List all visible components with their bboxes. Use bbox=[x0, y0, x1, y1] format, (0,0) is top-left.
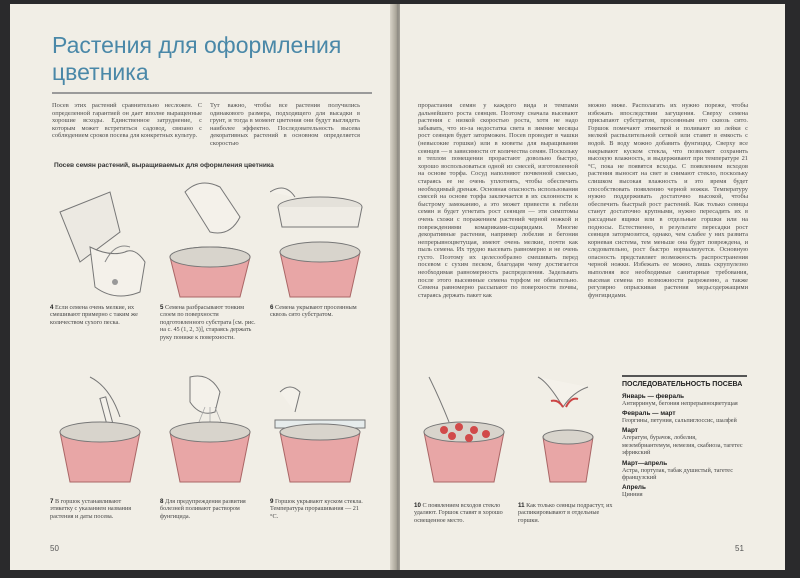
illustration-10-seedlings bbox=[414, 372, 514, 492]
body-column-1: прорастания семян у каждого вида и темпами дальнейшего роста сеянцев. Поэтому сначала высевают растения с низкой скоростью роста, хотя не надо забывать, что из-за недостатка света в зимние месяцы рост сеянцев будет заторможен. Посев проводят в чашки (невысокие горшки) или в кюветы для выращивания сеянцев — в зависимости от количества семян. Поскольку в теплом помещении прорастают довольно быстро, хорошо воспользоваться одной из смесей, изготовленной на основе торфа. Сосуд наполняют почвенной смесью, стараясь ее не очень уплотнять, чтобы обеспечить необходимый дренаж. Основная опасность использования смесей на основе торфа заключается в их склонности к быстрому замоканию, а это может привести к гибели семян и будет угнетать рост сеянцев — эти симптомы очень схожи с поражением растений черной ножкой и повреждениями комариками-сциаридами. Многие декоративные растения, например лобелия и бегония непрерывноцветущая, имеют очень мелкие, почти как пыль семена. Их трудно высевать равномерно и не очень густо. Поэтому их целесообразно смешивать перед посевом с сухим песком, благодаря чему достигается необходимая равномерность распределения. Задельвать после этого высеянные семена торфом не обязательно. Семена равномерно рассыпают по поверхности почвы, стараясь держать пакет как bbox=[418, 102, 578, 299]
sidebar-month: Март—апрель bbox=[622, 459, 668, 467]
left-page bbox=[10, 4, 393, 570]
illustration-6-sieving bbox=[270, 172, 370, 302]
sidebar-plants: Астра, портулак, табак душистый, тагетес французский bbox=[622, 466, 733, 481]
body-column-2: можно ниже. Располагать их нужно пореже, чтобы избежать впоследствии загущения. Сверху семена присыпают субстратом, просеянным его сквозь сито. Горшок помечают этикеткой и поливают из лейки с мелкой распылительной сеткой или ставят в емкость с водой. В воду можно добавить фунгицид. Сверху все накрывают куском стекла, что позволяет сохранить высокую влажность, и выдерживают при температуре 21 °С, пока не появятся всходы. С появлением всходов растения выносят на свет и снимают стекло, поскольку слишком высокая влажность и это время будет способствовать появлению черной ножки. Температуру нужно поддерживать достаточно высокой, чтобы обеспечить быстрый рост растений. Как только сеянцы станут достаточно крупными, нужно пересадить их в рассадные ящики или в отдельные горшки или на подносы. Естественно, в результате пересадки рост сеянцев затормозится, однако, чем слабее у них развита корневая система, тем меньше она будет повреждена, и следовательно, рост быстро нормализуется. Основную опасность представляет возможность распространения черной ножки. Избежать ее можно, лишь скрупулезно выполняя все необходимые санитарные требования, высевая семена по возможности разреженно, а также регулярно опрыскивая растения медьсодержащими фунгицидами. bbox=[588, 102, 748, 299]
caption-9: 9 Горшок укрывают куском стекла. Температура прорашивания — 21 °С. bbox=[270, 498, 363, 520]
section-heading: Посев семян растений, выращиваемых для оформления цветника bbox=[54, 162, 274, 169]
page-number-left: 50 bbox=[50, 544, 59, 553]
illustration-8-watering bbox=[160, 372, 260, 492]
illustration-11-pricking-out bbox=[518, 372, 618, 492]
sidebar-plants: Цинния bbox=[622, 491, 643, 499]
sidebar-month: Апрель bbox=[622, 484, 646, 492]
sidebar-title: ПОСЛЕДОВАТЕЛЬНОСТЬ ПОСЕВА bbox=[622, 381, 743, 388]
caption-10: 10 С появлением всходов стекло удаляют. Горшок ставят в хорошо освещенное место. bbox=[414, 502, 503, 524]
caption-5: 5 Семена разбрасывают тонким слоем по поверхности подготовленного субстрата [см. рис. на с. 45 (1, 2, 3)], стараясь держать руку пониже к поверхности. bbox=[160, 304, 256, 341]
sidebar-month: Февраль — март bbox=[622, 409, 676, 417]
page-title: Растения для оформления цветника bbox=[52, 32, 342, 85]
sidebar-plants: Агератум, бурачок, лобелия, мезембриантемум, немезия, скабиоза, тагетес эфрикский bbox=[622, 434, 743, 457]
sidebar-month: Январь — февраль bbox=[622, 392, 685, 400]
title-rule bbox=[52, 92, 372, 94]
illustration-4-sand-mixing bbox=[50, 172, 150, 302]
illustration-9-glass-cover bbox=[270, 372, 370, 492]
sidebar-plants: Георгины, петуния, сальпиглоссис, шалфей bbox=[622, 416, 737, 424]
intro-column-1: Посев этих растений сравнительно несложен. С определенной гарантией он дает вполне выращенные хорошие всходы. Единственное затруднение, с которым может встретиться садовод, связано с соблюдением сроков посева для конкретных культур. bbox=[52, 102, 202, 140]
sidebar-month: Март bbox=[622, 427, 638, 435]
caption-6: 6 Семена укрывают просеянным сквозь сито субстратом. bbox=[270, 304, 357, 319]
caption-11: 11 Как только сеянцы подрастут, их распикировывают в отдельные горшки. bbox=[518, 502, 613, 524]
sidebar-plants: Антирринум, бегония непрерывноцветущая bbox=[622, 399, 738, 407]
caption-8: 8 Для предупреждения развития болезней поливают раствором фунгицида. bbox=[160, 498, 246, 520]
page-number-right: 51 bbox=[735, 544, 744, 553]
illustration-5-sowing bbox=[160, 172, 260, 302]
sowing-sequence-sidebar bbox=[622, 375, 747, 499]
intro-column-2: Тут важно, чтобы все растения получились одинакового размера, подходящего для высадки в грунт, и тогда в момент цветения они будут выглядеть наиболее эффектно. Последовательность высева декоративных растений в основном определяется скоростью bbox=[210, 102, 360, 147]
caption-4: 4 Если семена очень мелкие, их смешивают примерно с таким же количеством сухого песка. bbox=[50, 304, 138, 326]
illustration-7-label bbox=[50, 372, 150, 492]
caption-7: 7 В горшок устанавливают этикетку с указанием названия растения и даты посева. bbox=[50, 498, 132, 520]
right-page bbox=[400, 4, 785, 570]
